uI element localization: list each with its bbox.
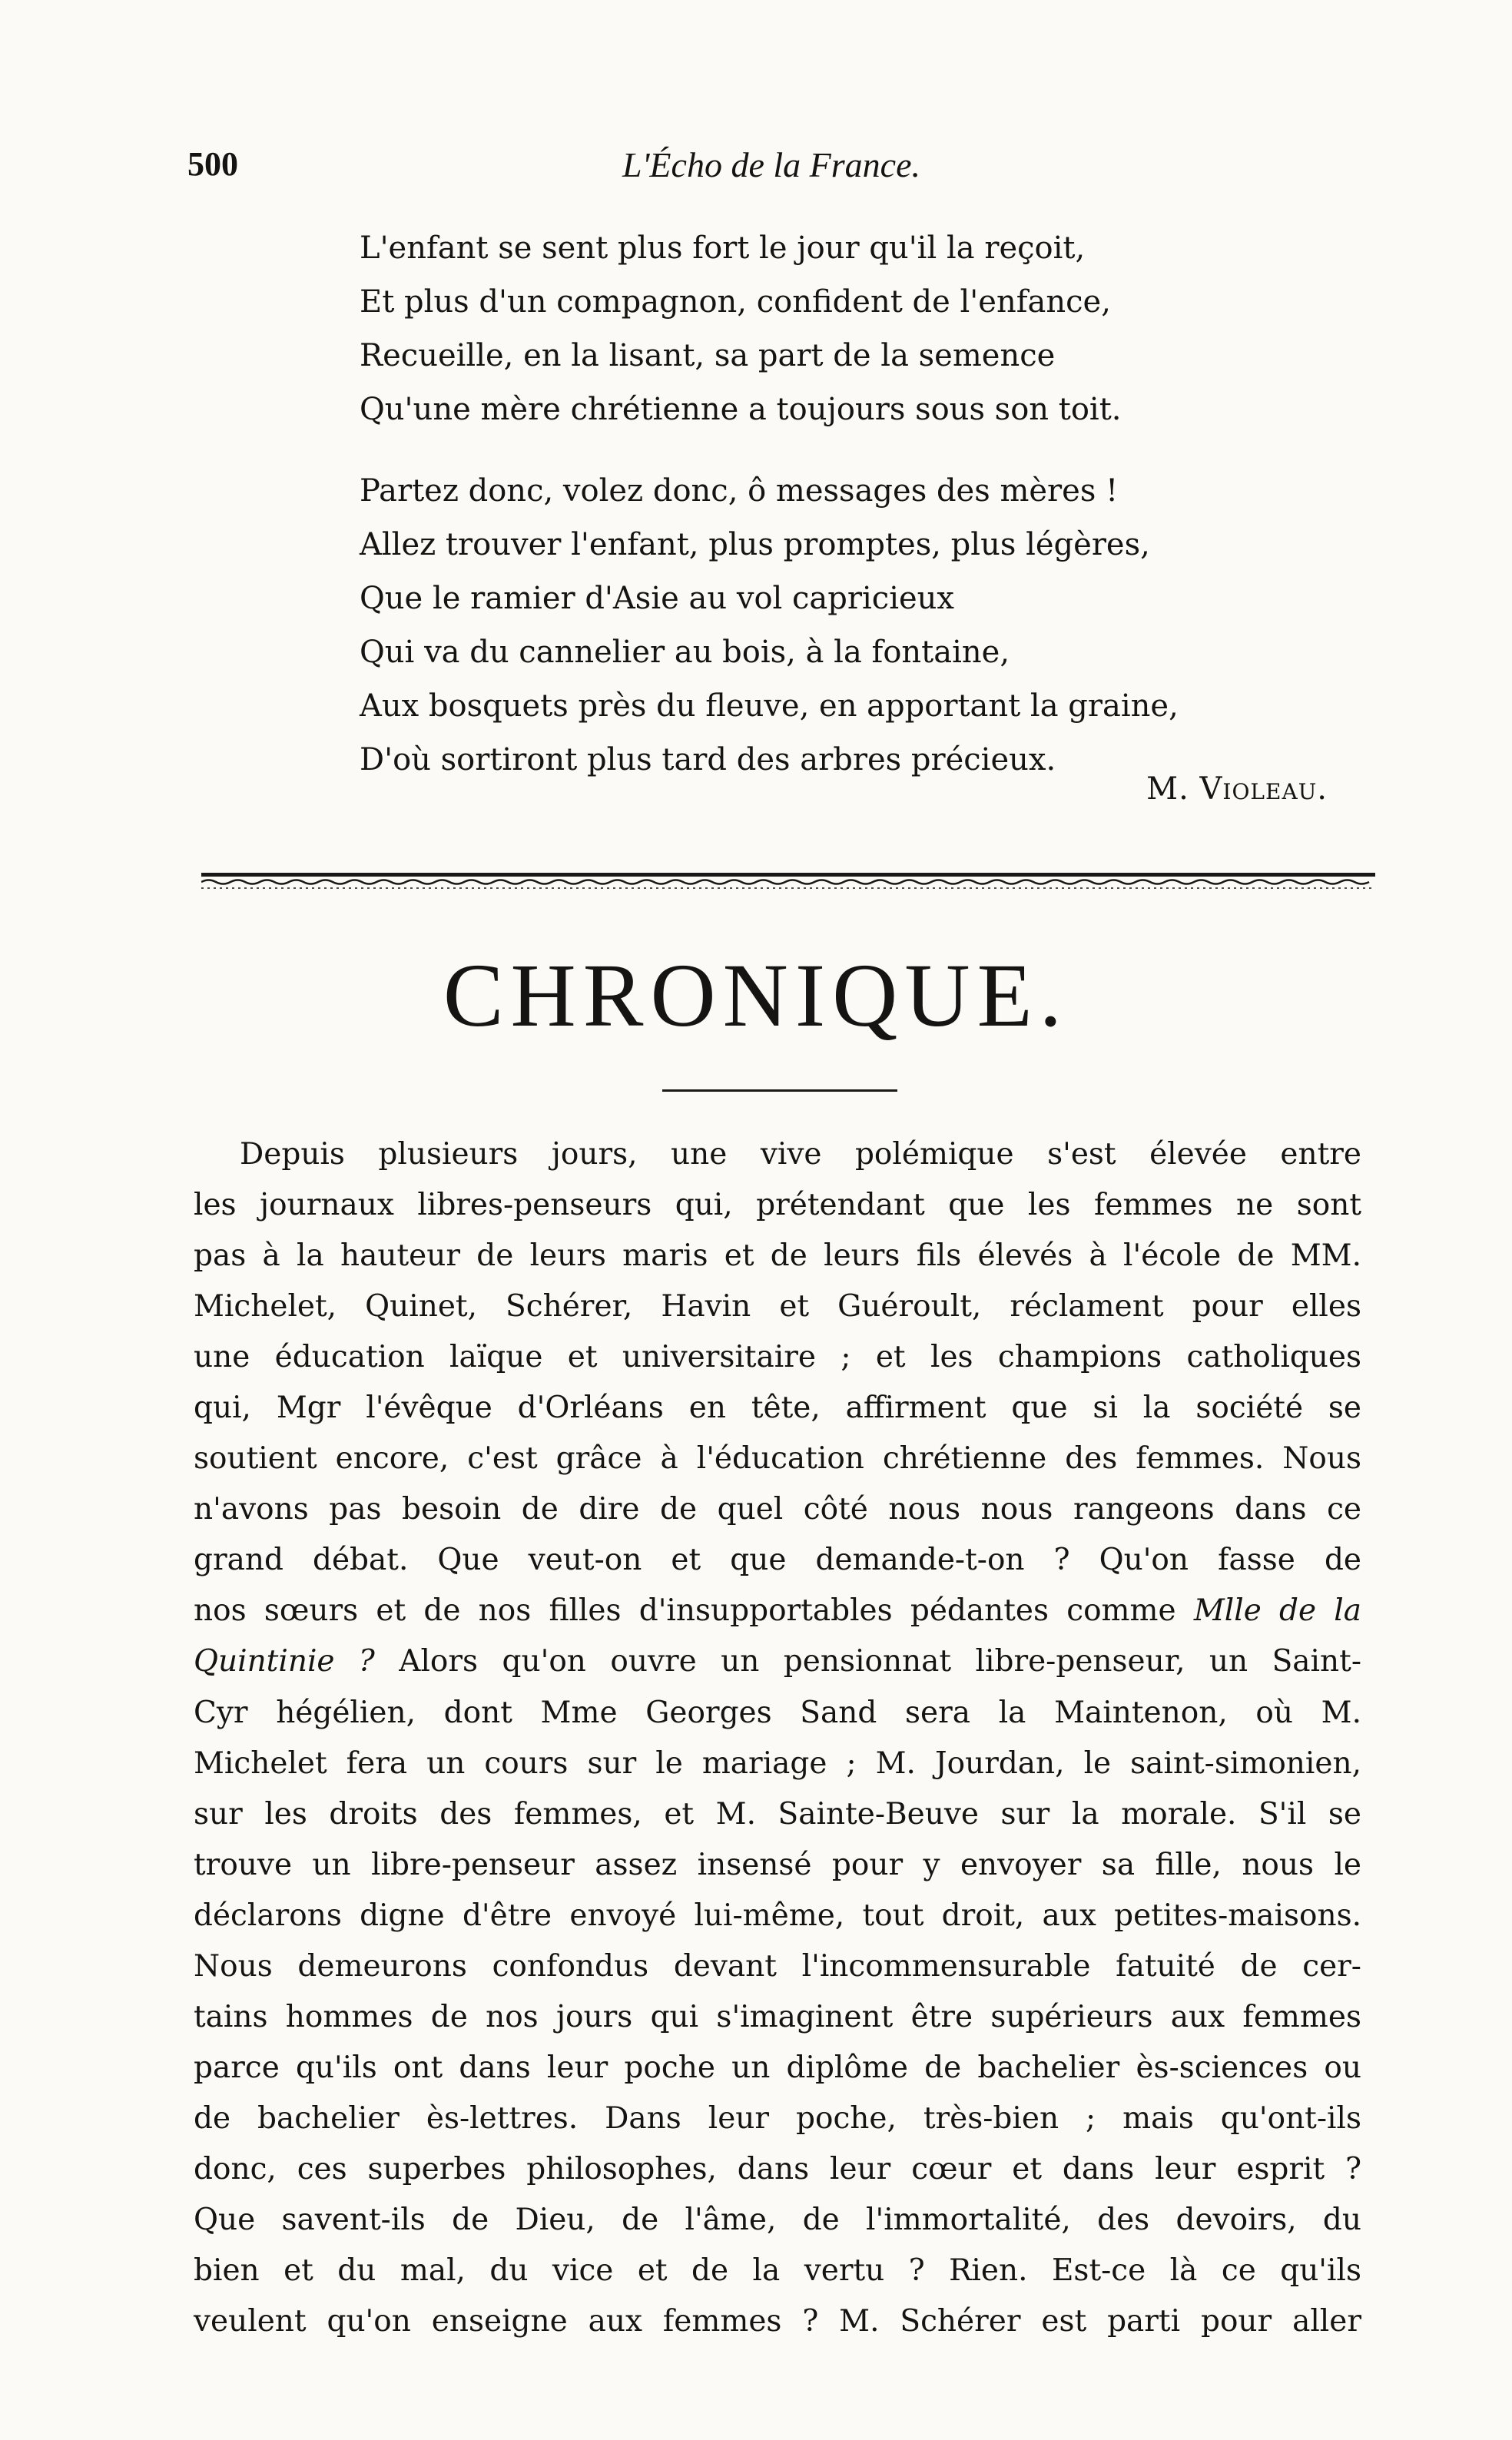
verse-line: D'où sortiront plus tard des arbres précieux. [360, 742, 1056, 777]
journal-title: L'Écho de la France. [622, 145, 920, 184]
italic-book-title: Quintinie ? [194, 1644, 375, 1679]
prose-line: Michelet, Quinet, Schérer, Havin et Guéroult, réclament pour elles [194, 1289, 1361, 1324]
page-number: 500 [187, 145, 238, 183]
prose-line: pas à la hauteur de leurs maris et de leurs fils élevés à l'école de MM. [194, 1238, 1361, 1274]
prose-line: trouve un libre-penseur assez insensé pour y envoyer sa fille, nous le [194, 1847, 1361, 1882]
poem-signature [1146, 771, 1328, 807]
prose-line: parce qu'ils ont dans leur poche un diplôme de bachelier ès-sciences ou [194, 2050, 1361, 2085]
prose-line: grand débat. Que veut-on et que demande-t-on ? Qu'on fasse de [194, 1543, 1361, 1578]
prose-line: n'avons pas besoin de dire de quel côté nous nous rangeons dans ce [194, 1492, 1361, 1527]
verse-line: Que le ramier d'Asie au vol capricieux [360, 581, 954, 616]
verse-line: Allez trouver l'enfant, plus promptes, plus légères, [360, 527, 1150, 562]
prose-line: sur les droits des femmes, et M. Sainte-Beuve sur la morale. S'il se [194, 1796, 1361, 1832]
stanza-2 [360, 464, 1358, 787]
article-body [194, 1129, 1361, 2347]
prose-line: une éducation laïque et universitaire ; et les champions catholiques [194, 1340, 1361, 1375]
ornamental-rule [201, 870, 1375, 893]
verse-line: Partez donc, volez donc, ô messages des mères ! [360, 473, 1119, 509]
prose-line: Que savent-ils de Dieu, de l'âme, de l'immortalité, des devoirs, du [194, 2202, 1361, 2237]
prose-text: nos sœurs et de nos filles d'insupportables pédantes comme [194, 1593, 1176, 1629]
verse-line: Qui va du cannelier au bois, à la fontaine, [360, 635, 1010, 670]
prose-line: Nous demeurons confondus devant l'incommensurable fatuité de cer- [194, 1948, 1361, 1984]
verse-line: Recueille, en la lisant, sa part de la semence [360, 338, 1056, 373]
signature-initial: M. [1146, 771, 1189, 807]
verse-line: Qu'une mère chrétienne a toujours sous son toit. [360, 392, 1122, 427]
verse-line: Aux bosquets près du fleuve, en apportant la graine, [360, 688, 1179, 724]
running-head [0, 144, 1512, 191]
prose-line: Michelet fera un cours sur le mariage ; M. Jourdan, le saint-simonien, [194, 1745, 1361, 1781]
prose-line: Depuis plusieurs jours, une vive polémique s'est élevée entre [240, 1137, 1361, 1172]
prose-line: déclarons digne d'être envoyé lui-même, tout droit, aux petites-maisons. [194, 1898, 1361, 1933]
verse-line: L'enfant se sent plus fort le jour qu'il la reçoit, [360, 230, 1086, 266]
prose-line: donc, ces superbes philosophes, dans leur cœur et dans leur esprit ? [194, 2151, 1361, 2186]
poem [360, 221, 1358, 787]
stanza-1 [360, 221, 1358, 436]
section-title: CHRONIQUE. [443, 945, 1069, 1046]
prose-line: veulent qu'on enseigne aux femmes ? M. Schérer est parti pour aller [194, 2304, 1361, 2339]
prose-line: soutient encore, c'est grâce à l'éducation chrétienne des femmes. Nous [194, 1441, 1361, 1477]
prose-line: bien et du mal, du vice et de la vertu ? Rien. Est-ce là ce qu'ils [194, 2253, 1361, 2289]
title-rule [662, 1089, 897, 1092]
prose-text: Alors qu'on ouvre un pensionnat libre-penseur, un Saint- [399, 1644, 1361, 1679]
prose-line-with-italic [194, 1586, 1361, 1636]
prose-line: les journaux libres-penseurs qui, prétendant que les femmes ne sont [194, 1188, 1361, 1223]
prose-line: de bachelier ès-lettres. Dans leur poche, très-bien ; mais qu'ont-ils [194, 2100, 1361, 2136]
prose-line-with-italic [194, 1636, 1361, 1687]
prose-line: tains hommes de nos jours qui s'imaginent être supérieurs aux femmes [194, 1999, 1361, 2034]
verse-line: Et plus d'un compagnon, confident de l'enfance, [360, 284, 1111, 320]
prose-line: qui, Mgr l'évêque d'Orléans en tête, affirment que si la société se [194, 1391, 1361, 1426]
signature-name: Violeau. [1199, 771, 1328, 807]
prose-line: Cyr hégélien, dont Mme Georges Sand sera la Maintenon, où M. [194, 1695, 1361, 1730]
italic-book-title: Mlle de la [1193, 1593, 1361, 1629]
